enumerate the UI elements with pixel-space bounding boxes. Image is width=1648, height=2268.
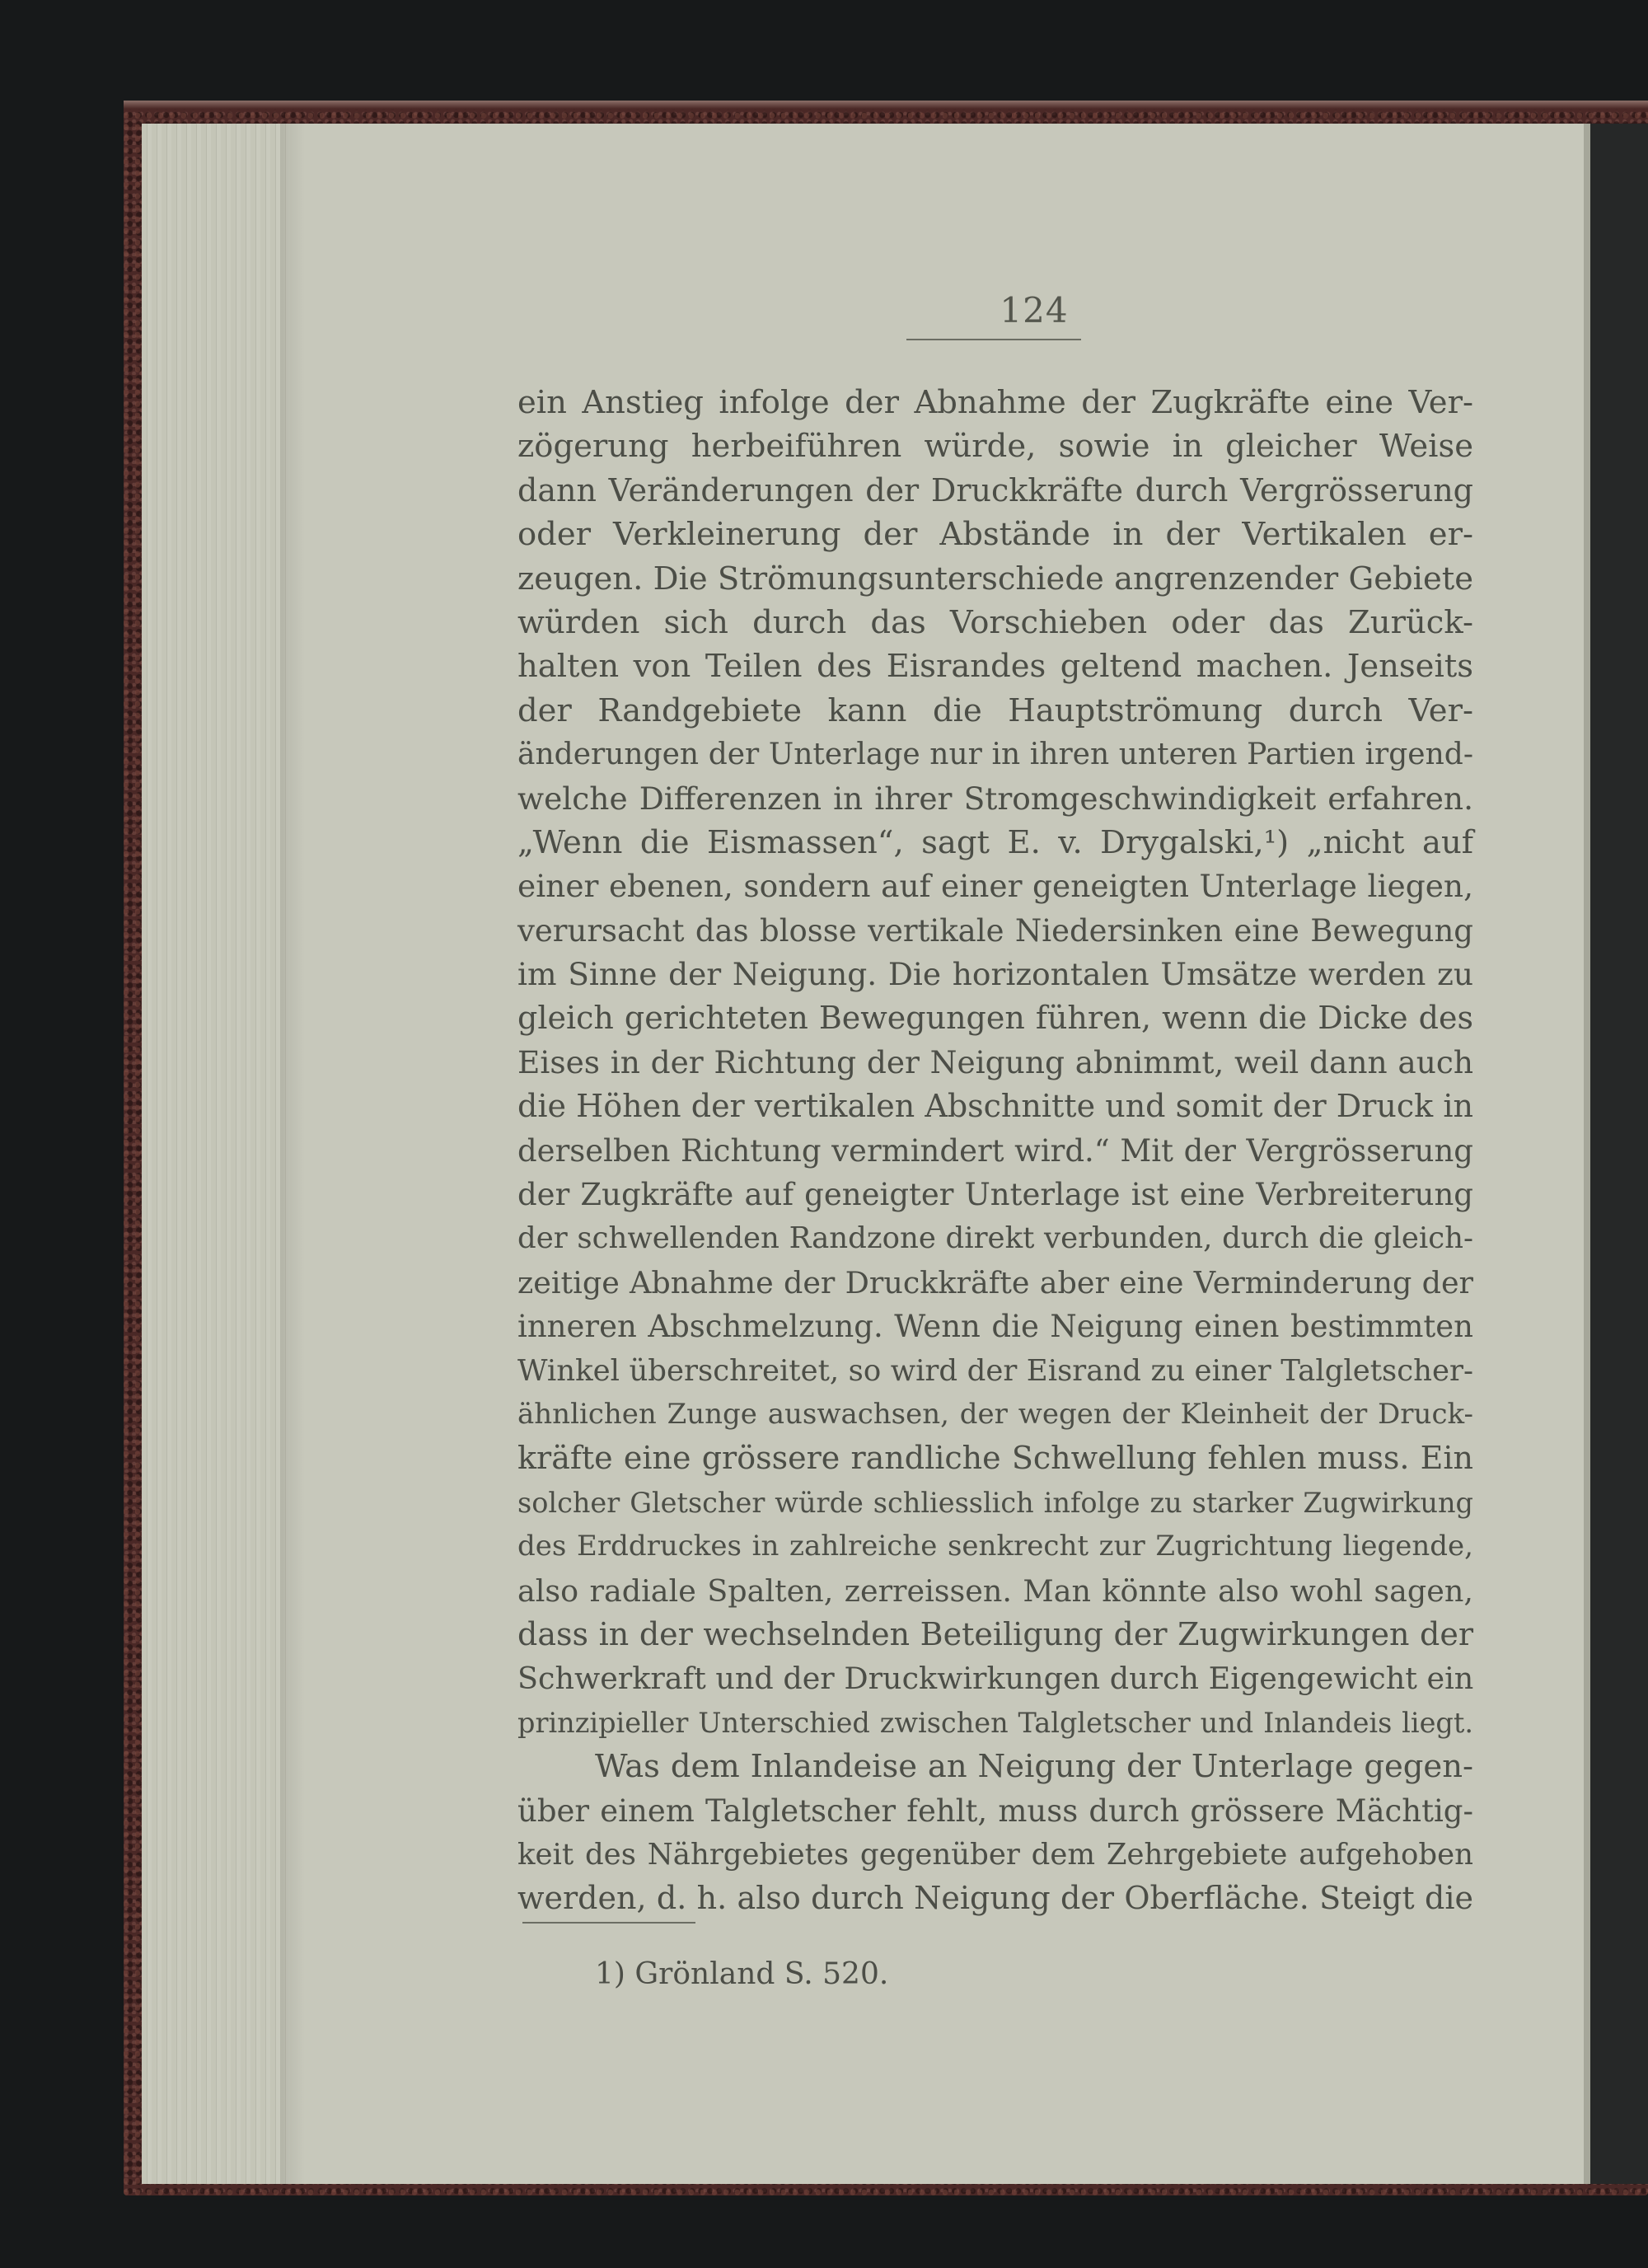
text-line: des Erddruckes in zahlreiche senkrecht zur Zugrichtung liegende, [517,1530,1473,1563]
text-line: Winkel überschreitet, so wird der Eisrand zu einer Talgletscher- [517,1353,1473,1388]
text-line-paragraph-start: Was dem Inlandeise an Neigung der Unterlage gegen- [595,1748,1473,1786]
text-line: werden, d. h. also durch Neigung der Oberfläche. Steigt die [517,1880,1473,1917]
text-line: dass in der wechselnden Beteiligung der Zugwirkungen der [517,1615,1473,1652]
footnote-rule [522,1922,695,1924]
text-line: welche Differenzen in ihrer Stromgeschwindigkeit erfahren. [517,780,1473,817]
text-line: die Höhen der vertikalen Abschnitte und somit der Druck in [517,1088,1473,1125]
text-line: der Randgebiete kann die Hauptströmung durch Ver- [517,691,1473,729]
text-line: im Sinne der Neigung. Die horizontalen Umsätze werden zu [517,956,1473,993]
text-line: über einem Talgletscher fehlt, muss durch grössere Mächtig- [517,1792,1473,1829]
text-line: änderungen der Unterlage nur in ihren unteren Partien irgend- [517,738,1473,772]
page-edges-shadow [280,124,305,2184]
text-line: zögerung herbeiführen würde, sowie in gleicher Weise [517,428,1473,466]
text-line: ein Anstieg infolge der Abnahme der Zugkräfte eine Ver- [517,384,1473,421]
text-line: kräfte eine grössere randliche Schwellung fehlen muss. Ein [517,1440,1473,1477]
text-line: „Wenn die Eismassen“, sagt E. v. Drygalski,¹) „nicht auf [517,823,1473,861]
text-line: inneren Abschmelzung. Wenn die Neigung einen bestimmten [517,1309,1473,1345]
text-line: dann Veränderungen der Druckkräfte durch Vergrösserung [517,471,1473,508]
text-line: keit des Nährgebietes gegenüber dem Zehrgebiete aufgehoben [517,1837,1473,1872]
text-line: oder Verkleinerung der Abstände in der Vertikalen er- [517,516,1473,554]
text-line: Schwerkraft und der Druckwirkungen durch Eigengewicht ein [517,1661,1474,1697]
text-line: derselben Richtung vermindert wird.“ Mit der Vergrösserung [517,1132,1473,1169]
text-line: halten von Teilen des Eisrandes geltend machen. Jenseits [517,648,1473,686]
cover-edge [124,101,1648,109]
text-line: einer ebenen, sondern auf einer geneigten Unterlage liegen, [517,868,1473,905]
text-line: würden sich durch das Vorschieben oder das Zurück- [517,603,1473,641]
text-line: solcher Gletscher würde schliesslich infolge zu starker Zugwirkung [517,1486,1473,1519]
text-line: zeitige Abnahme der Druckkräfte aber eine Verminderung der [517,1264,1473,1300]
body-text [517,381,1473,1921]
text-line: ähnlichen Zunge auswachsen, der wegen der Kleinheit der Druck- [517,1397,1473,1431]
text-line: also radiale Spalten, zerreissen. Man könnte also wohl sagen, [517,1572,1473,1609]
text-line: zeugen. Die Strömungsunterschiede angrenzender Gebiete [517,560,1473,597]
text-line: verursacht das blosse vertikale Niedersinken eine Bewegung [517,912,1473,949]
text-line: der schwellenden Randzone direkt verbunden, durch die gleich- [517,1221,1473,1256]
text-line: gleich gerichteten Bewegungen führen, wenn die Dicke des [517,1000,1473,1037]
text-line: prinzipieller Unterschied zwischen Talgletscher und Inlandeis liegt. [517,1706,1473,1739]
page-edges [142,124,290,2184]
page-number: 124 [1000,290,1069,330]
page-number-rule [906,339,1081,340]
footnote: 1) Grönland S. 520. [595,1957,889,1991]
text-line: Eises in der Richtung der Neigung abnimmt, weil dann auch [517,1043,1473,1080]
text-line: der Zugkräfte auf geneigter Unterlage ist eine Verbreiterung [517,1177,1473,1213]
right-cover-strip [1590,124,1648,2184]
